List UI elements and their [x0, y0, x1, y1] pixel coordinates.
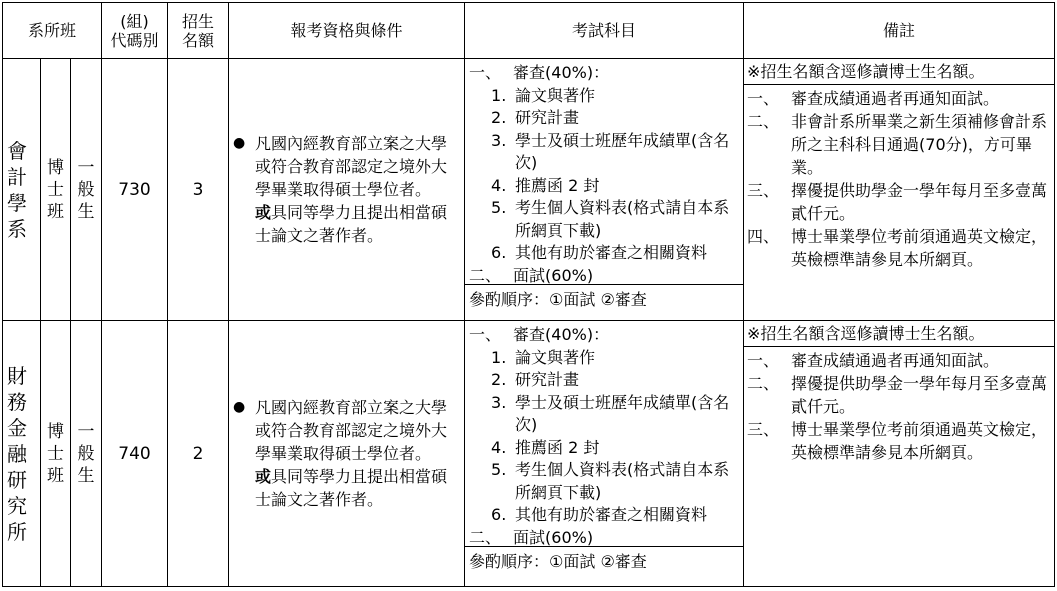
remark-item: 四、 博士畢業學位考前須通過英文檢定，英檢標準請參見本所網頁。 [747, 227, 1048, 269]
exam-subjects: 一、 審查(40%)： 1. 論文與著作 2. 研究計畫 3. 學士及碩士班歷年成績單(含名次) 4. 推薦函 2 封 5. 考生個人資料表(格式請自本系所網頁下載) 6. 其他有助於審查之相關資料 二、 面試(60%) 參酌順序：①面試 ②審查 [465, 321, 744, 587]
header-row [3, 3, 1055, 59]
remark-item: 三、 擇優提供助學金一學年每月至多壹萬貳仟元。 [747, 181, 1048, 223]
program-level: 博士班 [41, 321, 71, 587]
group-code: 740 [102, 321, 168, 587]
ranking-order: 參酌順序：①面試 ②審查 [465, 546, 743, 579]
remark-item: 二、 擇優提供助學金一學年每月至多壹萬貳仟元。 [747, 374, 1048, 416]
remark-item: 一、 審查成績通過者再通知面試。 [747, 351, 1000, 370]
subject-item: 4. 推薦函 2 封 [491, 437, 600, 457]
subject-item: 2. 研究計畫 [491, 370, 580, 389]
quota: 3 [168, 59, 229, 321]
remark-item: 一、 審查成績通過者再通知面試。 [747, 89, 1000, 108]
student-type: 一般生 [71, 321, 102, 587]
subject-item: 3. 學士及碩士班歷年成績單(含名次) [491, 130, 730, 172]
header-quota: 招生 名額 [168, 3, 229, 59]
bullet-icon: ● [233, 399, 246, 415]
remarks [744, 321, 1055, 587]
table-row [3, 321, 1055, 587]
subject-item: 6. 其他有助於審查之相關資料 [491, 243, 708, 262]
ranking-order: 參酌順序：①面試 ②審查 [465, 284, 743, 317]
header-remarks: 備註 [744, 3, 1055, 59]
subject-item: 6. 其他有助於審查之相關資料 [491, 505, 708, 524]
dept-name: 財務金融研究所 [3, 321, 41, 587]
exam-subjects: 一、 審查(40%)： 1. 論文與著作 2. 研究計畫 3. 學士及碩士班歷年成績單(含名次) 4. 推薦函 2 封 5. 考生個人資料表(格式請自本系所網頁下載) 6. 其他有助於審查之相關資料 二、 面試(60%) 參酌順序：①面試 ②審查 [465, 59, 744, 321]
subject-item: 2. 研究計畫 [491, 108, 580, 127]
qualification: ● 凡國內經教育部立案之大學或符合教育部認定之境外大學畢業取得碩士學位者。 或具同等學力且提出相當碩士論文之著作者。 [229, 321, 465, 587]
header-qualification: 報考資格與條件 [229, 3, 465, 59]
admission-table [2, 2, 1055, 587]
group-code: 730 [102, 59, 168, 321]
remark-item: 二、 非會計系所畢業之新生須補修會計系所之主科科目通過(70分)，方可畢業。 [747, 112, 1048, 177]
subject-item: 1. 論文與著作 [491, 347, 596, 367]
remark-item: 三、 博士畢業學位考前須通過英文檢定，英檢標準請參見本所網頁。 [747, 420, 1048, 462]
dept-name: 會計學系 [3, 59, 41, 321]
qualification: ● 凡國內經教育部立案之大學或符合教育部認定之境外大學畢業取得碩士學位者。 或具同等學力且提出相當碩士論文之著作者。 [229, 59, 465, 321]
quota: 2 [168, 321, 229, 587]
header-subjects: 考試科目 [465, 3, 744, 59]
header-code: (組) 代碼別 [102, 3, 168, 59]
subject-item: 1. 論文與著作 [491, 85, 596, 105]
bullet-icon: ● [233, 135, 246, 151]
subject-item: 5. 考生個人資料表(格式請自本系所網頁下載) [491, 460, 730, 502]
program-level: 博士班 [41, 59, 71, 321]
table-row [3, 59, 1055, 321]
subject-item: 5. 考生個人資料表(格式請自本系所網頁下載) [491, 198, 730, 240]
remarks [744, 59, 1055, 321]
remark-note: ※招生名額含逕修讀博士生名額。 [744, 321, 1054, 347]
remark-note: ※招生名額含逕修讀博士生名額。 [744, 59, 1054, 85]
header-dept: 系所班 [3, 3, 102, 59]
subject-item: 4. 推薦函 2 封 [491, 175, 600, 195]
subject-item: 3. 學士及碩士班歷年成績單(含名次) [491, 392, 730, 434]
student-type: 一般生 [71, 59, 102, 321]
